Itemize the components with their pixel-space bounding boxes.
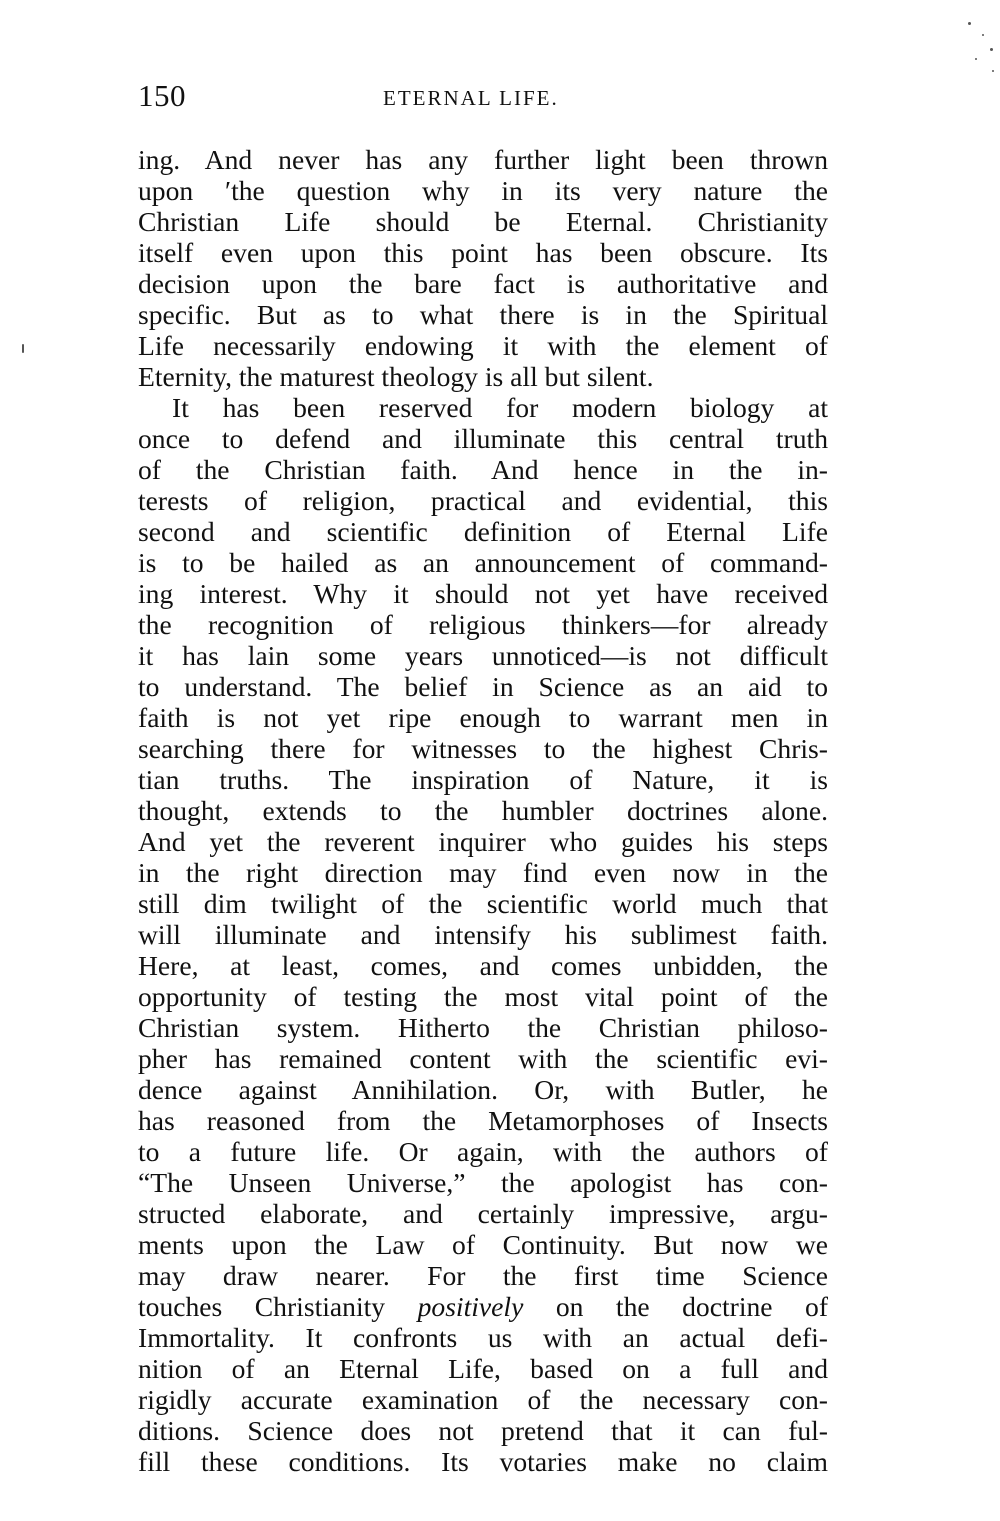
text-line-with-italic	[138, 1291, 828, 1322]
scan-speck	[990, 48, 993, 51]
text-line: ditions. Science does not pretend that it can ful-	[138, 1415, 828, 1446]
scan-speck	[982, 34, 984, 36]
text-line: tian truths. The inspiration of Nature, it is	[138, 764, 828, 795]
text-line: Eternity, the maturest theology is all but silent.	[138, 361, 654, 392]
text-line: ments upon the Law of Continuity. But now we	[138, 1229, 828, 1260]
text-line: And yet the reverent inquirer who guides his steps	[138, 826, 828, 857]
text-segment: on the doctrine of	[555, 1291, 828, 1322]
text-line: ing. And never has any further light been thrown	[138, 144, 828, 175]
text-line: has reasoned from the Metamorphoses of Insects	[138, 1105, 828, 1136]
paragraph-start-line: It has been reserved for modern biology at	[172, 392, 828, 423]
text-line: is to be hailed as an announcement of command-	[138, 547, 828, 578]
text-line: may draw nearer. For the first time Science	[138, 1260, 828, 1291]
text-line: itself even upon this point has been obscure. Its	[138, 237, 828, 268]
text-line: Immortality. It confronts us with an actual defi-	[138, 1322, 828, 1353]
text-line: nition of an Eternal Life, based on a full and	[138, 1353, 828, 1384]
text-line: the recognition of religious thinkers—for already	[138, 609, 828, 640]
text-line: specific. But as to what there is in the Spiritual	[138, 299, 828, 330]
text-line: terests of religion, practical and evidential, this	[138, 485, 828, 516]
text-line: once to defend and illuminate this central truth	[138, 423, 828, 454]
text-line: it has lain some years unnoticed—is not difficult	[138, 640, 828, 671]
scan-speck	[968, 22, 971, 25]
text-line: Christian system. Hitherto the Christian philoso-	[138, 1012, 828, 1043]
running-title: ETERNAL LIFE.	[383, 86, 559, 110]
text-line: decision upon the bare fact is authoritative and	[138, 268, 828, 299]
text-line: still dim twilight of the scientific world much that	[138, 888, 828, 919]
scan-speck	[975, 58, 977, 60]
text-line: of the Christian faith. And hence in the in-	[138, 454, 828, 485]
text-line: faith is not yet ripe enough to warrant men in	[138, 702, 828, 733]
text-line: Christian Life should be Eternal. Christianity	[138, 206, 828, 237]
text-line: upon ʹthe question why in its very nature the	[138, 175, 828, 206]
text-line: ing interest. Why it should not yet have received	[138, 578, 828, 609]
page-number: 150	[138, 78, 186, 113]
text-line: structed elaborate, and certainly impressive, argu-	[138, 1198, 828, 1229]
text-line: to a future life. Or again, with the authors of	[138, 1136, 828, 1167]
text-line: dence against Annihilation. Or, with Butler, he	[138, 1074, 828, 1105]
text-segment: touches Christianity	[138, 1291, 386, 1322]
body-text	[138, 144, 828, 1477]
text-line: second and scientific definition of Eternal Life	[138, 516, 828, 547]
text-line: will illuminate and intensify his sublimest faith.	[138, 919, 828, 950]
text-line: Life necessarily endowing it with the element of	[138, 330, 828, 361]
scan-speck	[22, 344, 24, 353]
text-line: thought, extends to the humbler doctrines alone.	[138, 795, 828, 826]
text-line: opportunity of testing the most vital point of the	[138, 981, 828, 1012]
scan-speck	[992, 70, 994, 72]
text-line: in the right direction may find even now in the	[138, 857, 828, 888]
italic-emphasis: positively	[417, 1291, 524, 1322]
text-line: fill these conditions. Its votaries make no claim	[138, 1446, 828, 1477]
text-line: rigidly accurate examination of the necessary con-	[138, 1384, 828, 1415]
text-line: searching there for witnesses to the highest Chris-	[138, 733, 828, 764]
text-line: Here, at least, comes, and comes unbidden, the	[138, 950, 828, 981]
text-line: pher has remained content with the scientific evi-	[138, 1043, 828, 1074]
text-line: to understand. The belief in Science as an aid to	[138, 671, 828, 702]
text-line: “The Unseen Universe,” the apologist has con-	[138, 1167, 828, 1198]
